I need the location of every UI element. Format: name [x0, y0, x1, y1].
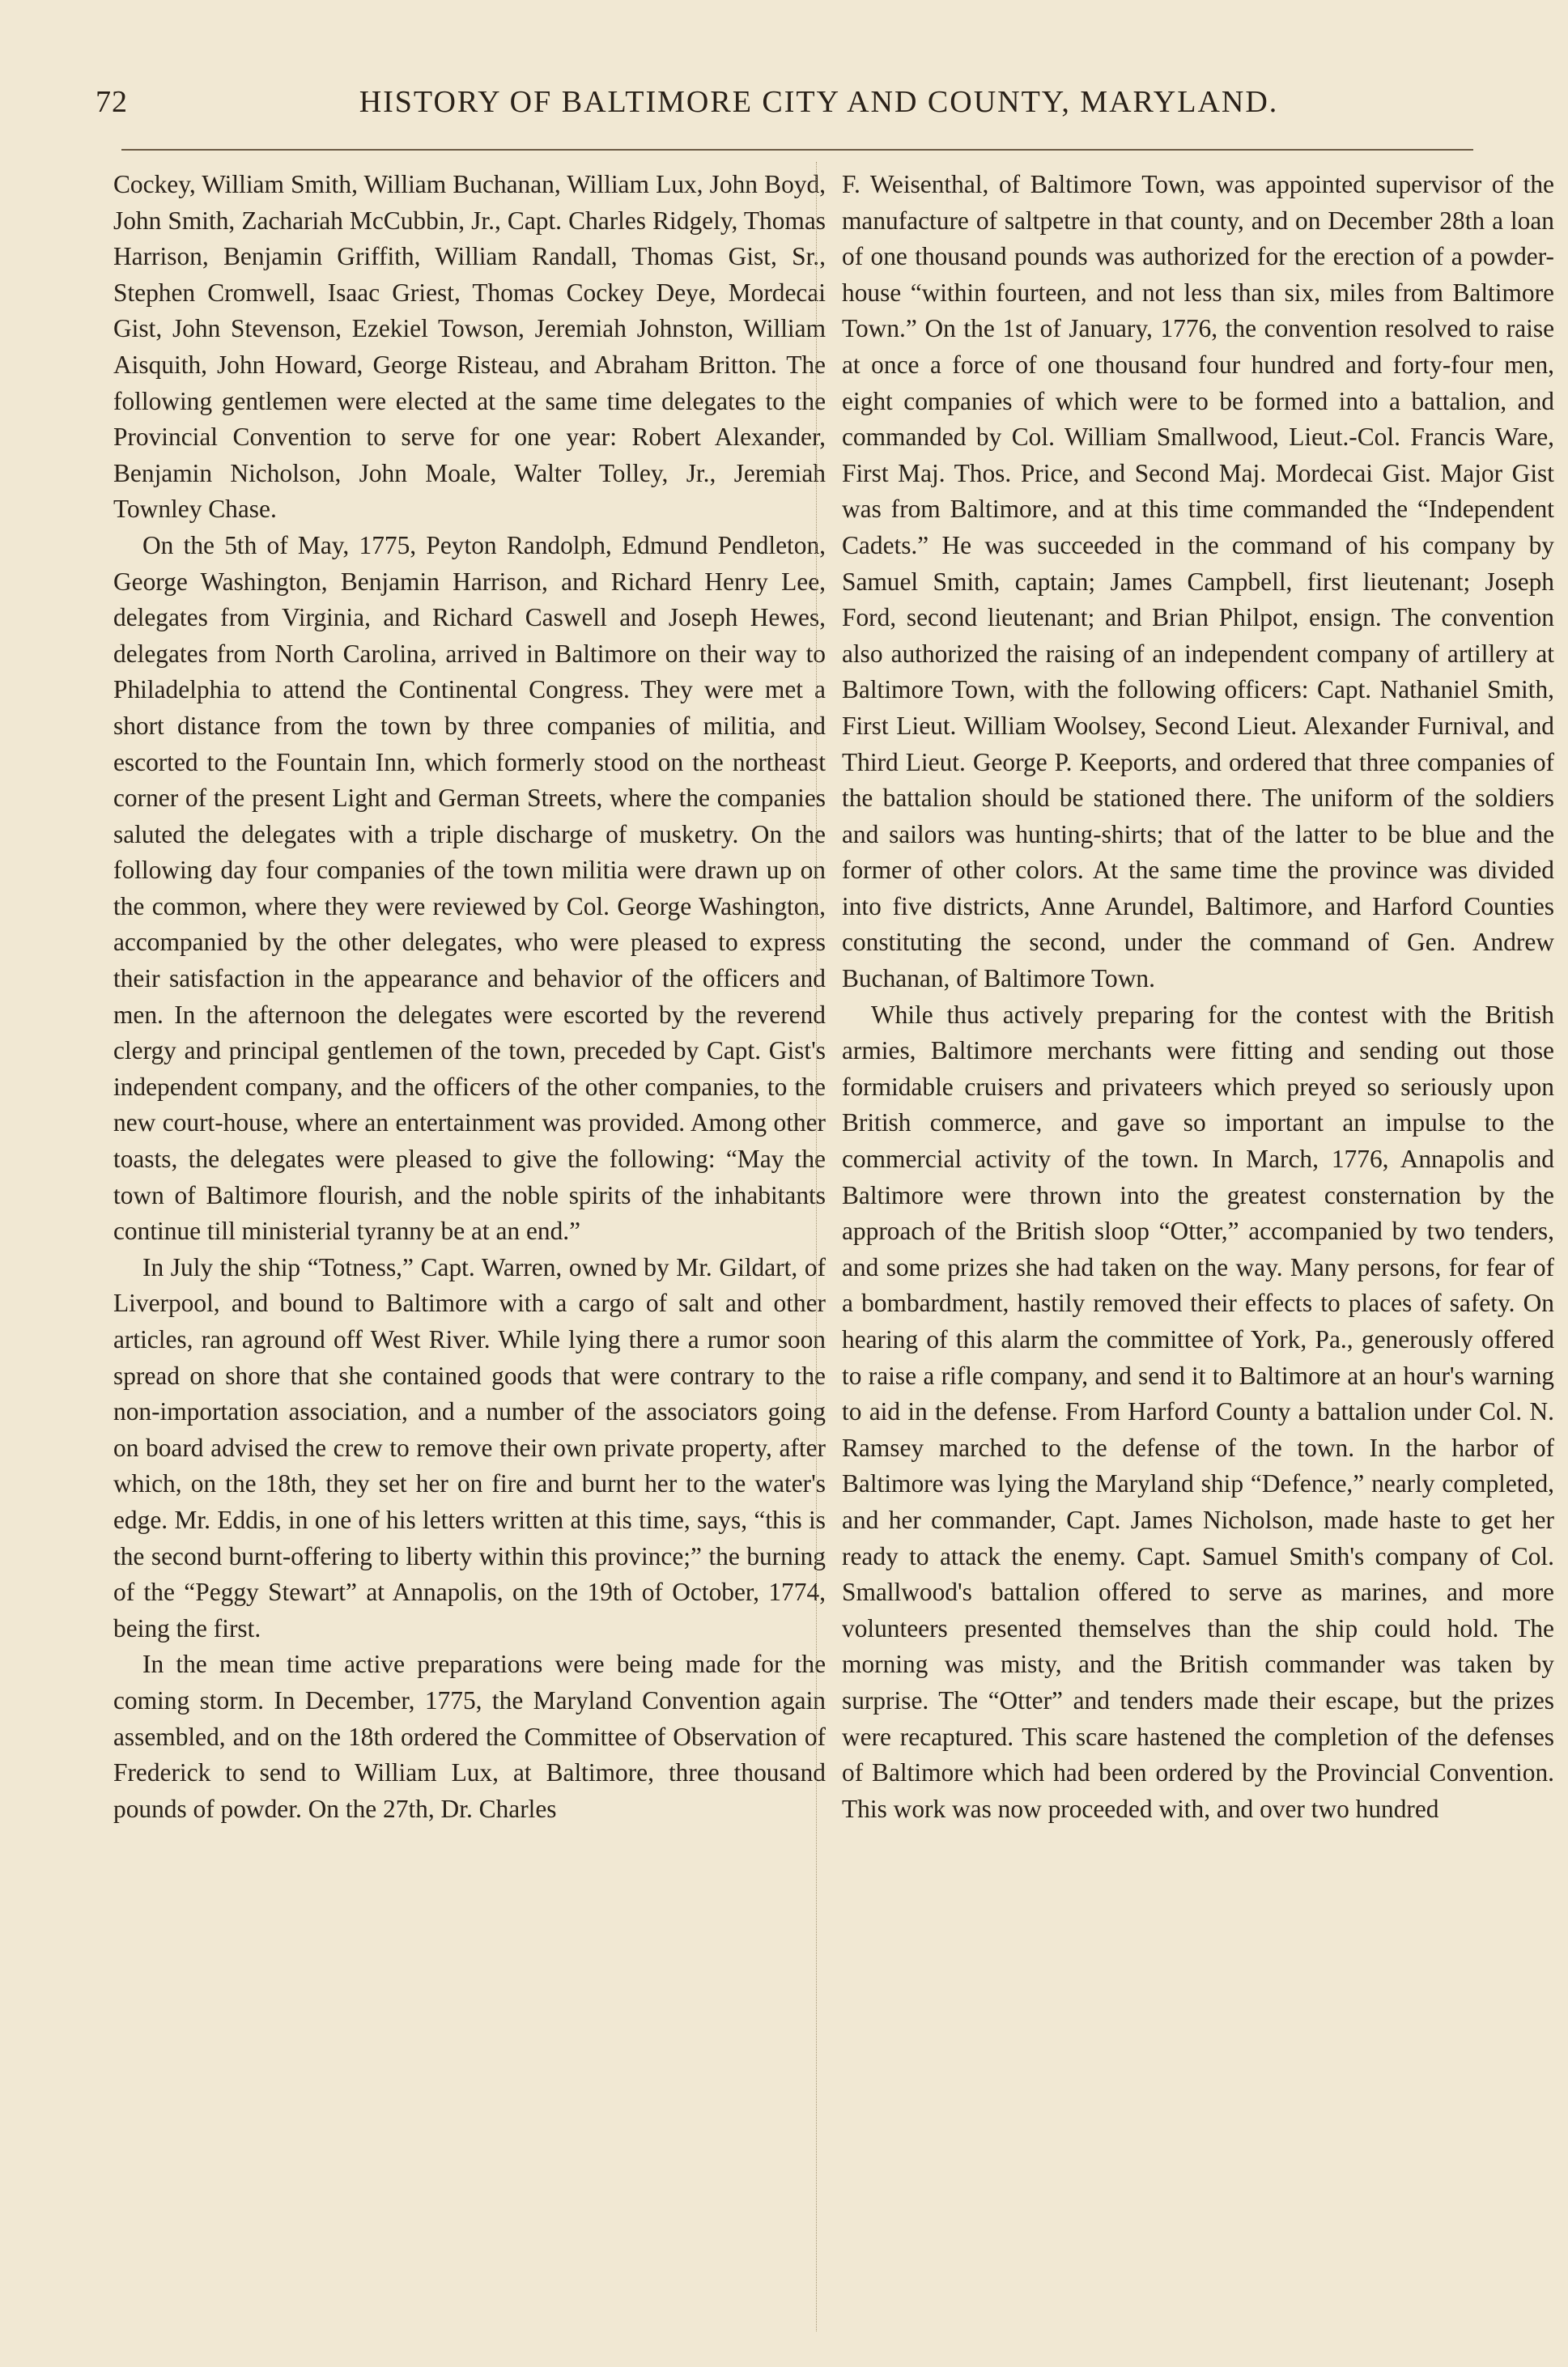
paragraph: F. Weisenthal, of Baltimore Town, was appointed supervisor of the manufacture of saltpetre in that county, and on December 28th a loan of one thousand pounds was authorized for the erection of a powder-house “within fourteen, and not less than six, miles from Baltimore Town.” On the 1st of January, 1776, the convention resolved to raise at once a force of one thousand four hundred and forty-four men, eight companies of which were to be formed into a battalion, and commanded by Col. William Smallwood, Lieut.-Col. Francis Ware, First Maj. Thos. Price, and Second Maj. Mordecai Gist. Major Gist was from Baltimore, and at this time commanded the “Independent Cadets.” He was succeeded in the command of his company by Samuel Smith, captain; James Campbell, first lieutenant; Joseph Ford, second lieutenant; and Brian Philpot, ensign. The convention also authorized the raising of an independent company of artillery at Baltimore Town, with the following officers: Capt. Nathaniel Smith, First Lieut. William Woolsey, Second Lieut. Alexander Furnival, and Third Lieut. George P. Keeports, and ordered that three companies of the battalion should be stationed there. The uniform of the soldiers and sailors was hunting-shirts; that of the latter to be blue and the former of other colors. At the same time the province was divided into five districts, Anne Arundel, Baltimore, and Harford Counties constituting the second, under the command of Gen. Andrew Buchanan, of Baltimore Town. — [842, 170, 1554, 993]
paragraph: Cockey, William Smith, William Buchanan, William Lux, John Boyd, John Smith, Zachariah McCubbin, Jr., Capt. Charles Ridgely, Thomas Harrison, Benjamin Griffith, William Randall, Thomas Gist, Sr., Stephen Cromwell, Isaac Griest, Thomas Cockey Deye, Mordecai Gist, John Stevenson, Ezekiel Towson, Jeremiah Johnston, William Aisquith, John Howard, George Risteau, and Abraham Britton. The following gentlemen were elected at the same time delegates to the Provincial Convention to serve for one year: Robert Alexander, Benjamin Nicholson, John Moale, Walter Tolley, Jr., Jeremiah Townley Chase. — [113, 170, 826, 524]
page-number: 72 — [96, 85, 128, 119]
running-title: HISTORY OF BALTIMORE CITY AND COUNTY, MARYLAND. — [359, 85, 1279, 119]
page-header — [96, 84, 1494, 130]
paragraph: In July the ship “Totness,” Capt. Warren, owned by Mr. Gildart, of Liverpool, and bound to Baltimore with a cargo of salt and other articles, ran aground off West River. While lying there a rumor soon spread on shore that she contained goods that were contrary to the non-importation association, and a number of the associators going on board advised the crew to remove their own private property, after which, on the 18th, they set her on fire and burnt her to the water's edge. Mr. Eddis, in one of his letters written at this time, says, “this is the second burnt-offering to liberty within this province;” the burning of the “Peggy Stewart” at Annapolis, on the 19th of October, 1774, being the first. — [113, 1252, 826, 1642]
left-column — [113, 167, 826, 1827]
column-divider — [816, 162, 817, 2331]
right-column — [842, 167, 1554, 1827]
header-rule — [121, 149, 1473, 151]
paragraph: On the 5th of May, 1775, Peyton Randolph, Edmund Pendleton, George Washington, Benjamin Harrison, and Richard Henry Lee, delegates from Virginia, and Richard Caswell and Joseph Hewes, delegates from North Carolina, arrived in Baltimore on their way to Philadelphia to attend the Continental Congress. They were met a short distance from the town by three companies of militia, and escorted to the Fountain Inn, which formerly stood on the northeast corner of the present Light and German Streets, where the companies saluted the delegates with a triple discharge of musketry. On the following day four companies of the town militia were drawn up on the common, where they were reviewed by Col. George Washington, accompanied by the other delegates, who were pleased to express their satisfaction in the appearance and behavior of the officers and men. In the afternoon the delegates were escorted by the reverend clergy and principal gentlemen of the town, preceded by Capt. Gist's independent company, and the officers of the other companies, to the new court-house, where an entertainment was provided. Among other toasts, the delegates were pleased to give the following: “May the town of Baltimore flourish, and the noble spirits of the inhabitants continue till ministerial tyranny be at an end.” — [113, 530, 826, 1246]
paragraph: In the mean time active preparations were being made for the coming storm. In December, 1775, the Maryland Convention again assembled, and on the 18th ordered the Committee of Observation of Frederick to send to William Lux, at Baltimore, three thousand pounds of powder. On the 27th, Dr. Charles — [113, 1650, 826, 1823]
paragraph: While thus actively preparing for the contest with the British armies, Baltimore merchants were fitting and sending out those formidable cruisers and privateers which preyed so seriously upon British commerce, and gave so important an impulse to the commercial activity of the town. In March, 1776, Annapolis and Baltimore were thrown into the greatest consternation by the approach of the British sloop “Otter,” accompanied by two tenders, and some prizes she had taken on the way. Many persons, for fear of a bombardment, hastily removed their effects to places of safety. On hearing of this alarm the committee of York, Pa., generously offered to raise a rifle company, and send it to Baltimore at an hour's warning to aid in the defense. From Harford County a battalion under Col. N. Ramsey marched to the defense of the town. In the harbor of Baltimore was lying the Maryland ship “Defence,” nearly completed, and her commander, Capt. James Nicholson, made haste to get her ready to attack the enemy. Capt. Samuel Smith's company of Col. Smallwood's battalion offered to serve as marines, and more volunteers presented themselves than the ship could hold. The morning was misty, and the British commander was taken by surprise. The “Otter” and tenders made their escape, but the prizes were recaptured. This scare hastened the completion of the defenses of Baltimore which had been ordered by the Provincial Convention. This work was now proceeded with, and over two hundred — [842, 1000, 1554, 1823]
